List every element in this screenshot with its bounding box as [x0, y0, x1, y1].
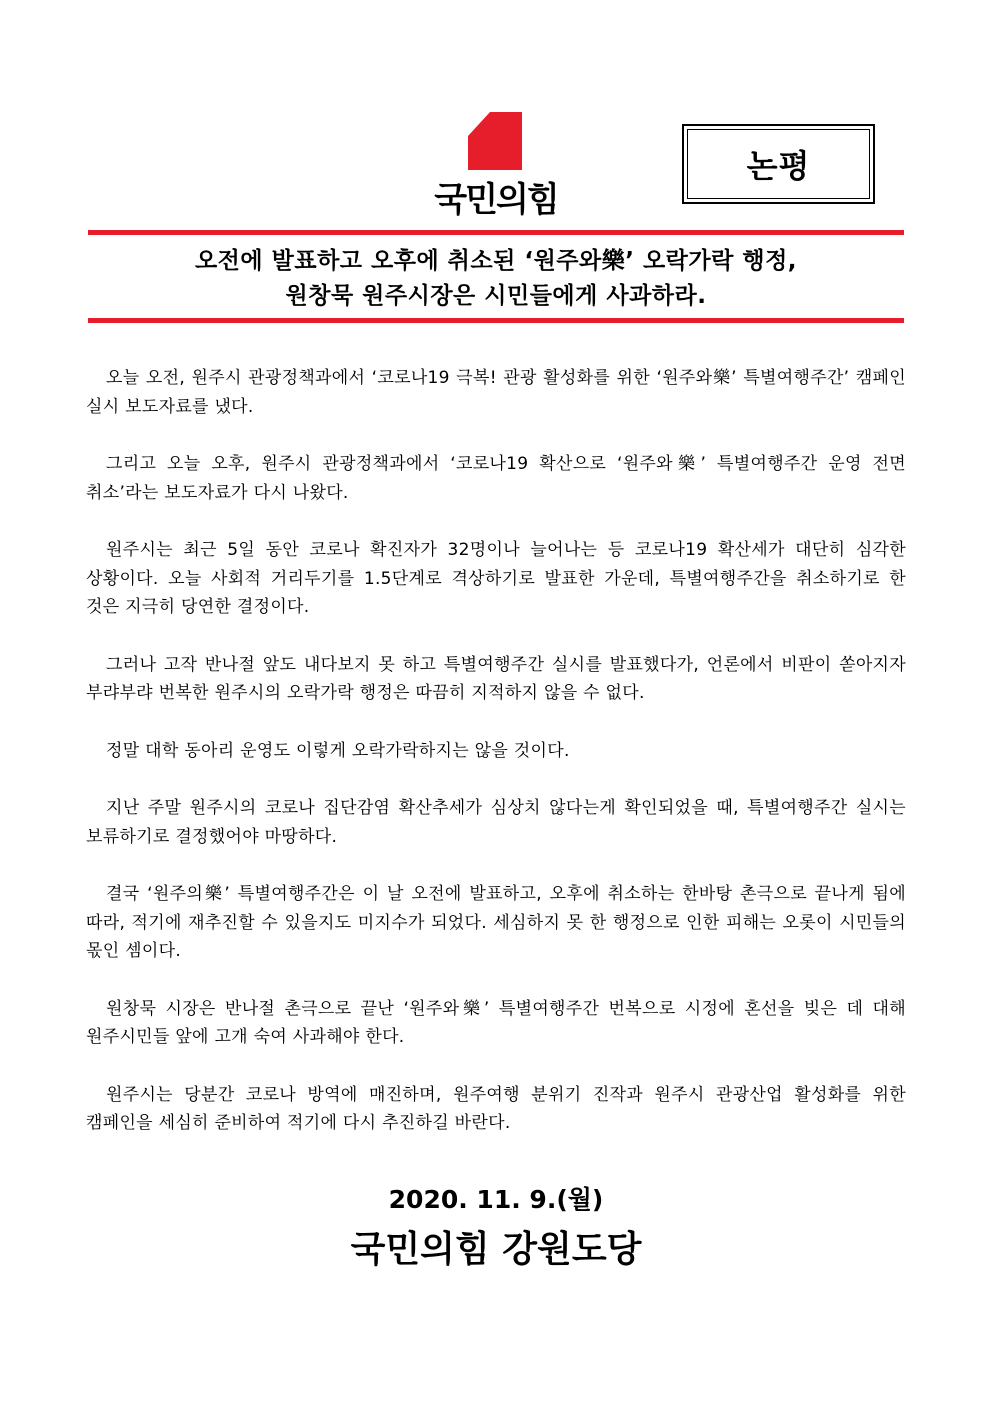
paragraph-7: 결국 ‘원주의樂’ 특별여행주간은 이 날 오전에 발표하고, 오후에 취소하는 한바탕 촌극으로 끝나게 됨에 따라, 적기에 재추진할 수 있을지도 미지수가 되었다. 세심하지 못 한 행정으로 인한 피해는 오롯이 시민들의 몫인 셈이다. — [86, 884, 906, 961]
body-text — [86, 364, 906, 1167]
headline-line-2: 원창묵 원주시장은 시민들에게 사과하라. — [285, 283, 707, 309]
party-logo-text: 국민의힘 — [434, 180, 558, 220]
headline-bottom-rule — [88, 318, 904, 323]
document-type-label: 논평 — [746, 147, 811, 185]
paragraph-5: 정말 대학 동아리 운영도 이렇게 오락가락하지는 않을 것이다. — [106, 740, 570, 761]
headline — [88, 244, 904, 314]
document-signature: 국민의힘 강원도당 — [350, 1229, 642, 1270]
document-date: 2020. 11. 9.(월) — [388, 1185, 604, 1214]
document-type-box — [682, 124, 875, 204]
headline-top-rule — [88, 230, 904, 235]
paragraph-2: 그리고 오늘 오후, 원주시 관광정책과에서 ‘코로나19 확산으로 ‘원주와樂’ 특별여행주간 운영 전면 취소’라는 보도자료가 다시 나왔다. — [86, 454, 906, 503]
paragraph-6: 지난 주말 원주시의 코로나 집단감염 확산추세가 심상치 않다는게 확인되었을 때, 특별여행주간 실시는 보류하기로 결정했어야 마땅하다. — [86, 798, 906, 847]
party-logo-icon — [468, 112, 522, 170]
paragraph-9: 원주시는 당분간 코로나 방역에 매진하며, 원주여행 분위기 진작과 원주시 관광산업 활성화를 위한 캠페인을 세심히 준비하여 적기에 다시 추진하길 바란다. — [86, 1084, 906, 1133]
headline-line-1: 오전에 발표하고 오후에 취소된 ‘원주와樂’ 오락가락 행정, — [194, 248, 798, 274]
paragraph-4: 그러나 고작 반나절 앞도 내다보지 못 하고 특별여행주간 실시를 발표했다가, 언론에서 비판이 쏟아지자 부랴부랴 번복한 원주시의 오락가락 행정은 따끔히 지적하지 않을 수 없다. — [86, 654, 906, 703]
paragraph-8: 원창묵 시장은 반나절 촌극으로 끝난 ‘원주와樂’ 특별여행주간 번복으로 시정에 혼선을 빚은 데 대해 원주시민들 앞에 고개 숙여 사과해야 한다. — [86, 998, 906, 1047]
paragraph-3: 원주시는 최근 5일 동안 코로나 확진자가 32명이나 늘어나는 등 코로나19 확산세가 대단히 심각한 상황이다. 오늘 사회적 거리두기를 1.5단계로 격상하기로 발표한 가운데, 특별여행주간을 취소하기로 한 것은 지극히 당연한 결정이다. — [86, 540, 906, 617]
paragraph-1: 오늘 오전, 원주시 관광정책과에서 ‘코로나19 극복! 관광 활성화를 위한 ‘원주와樂’ 특별여행주간’ 캠페인 실시 보도자료를 냈다. — [86, 368, 906, 417]
